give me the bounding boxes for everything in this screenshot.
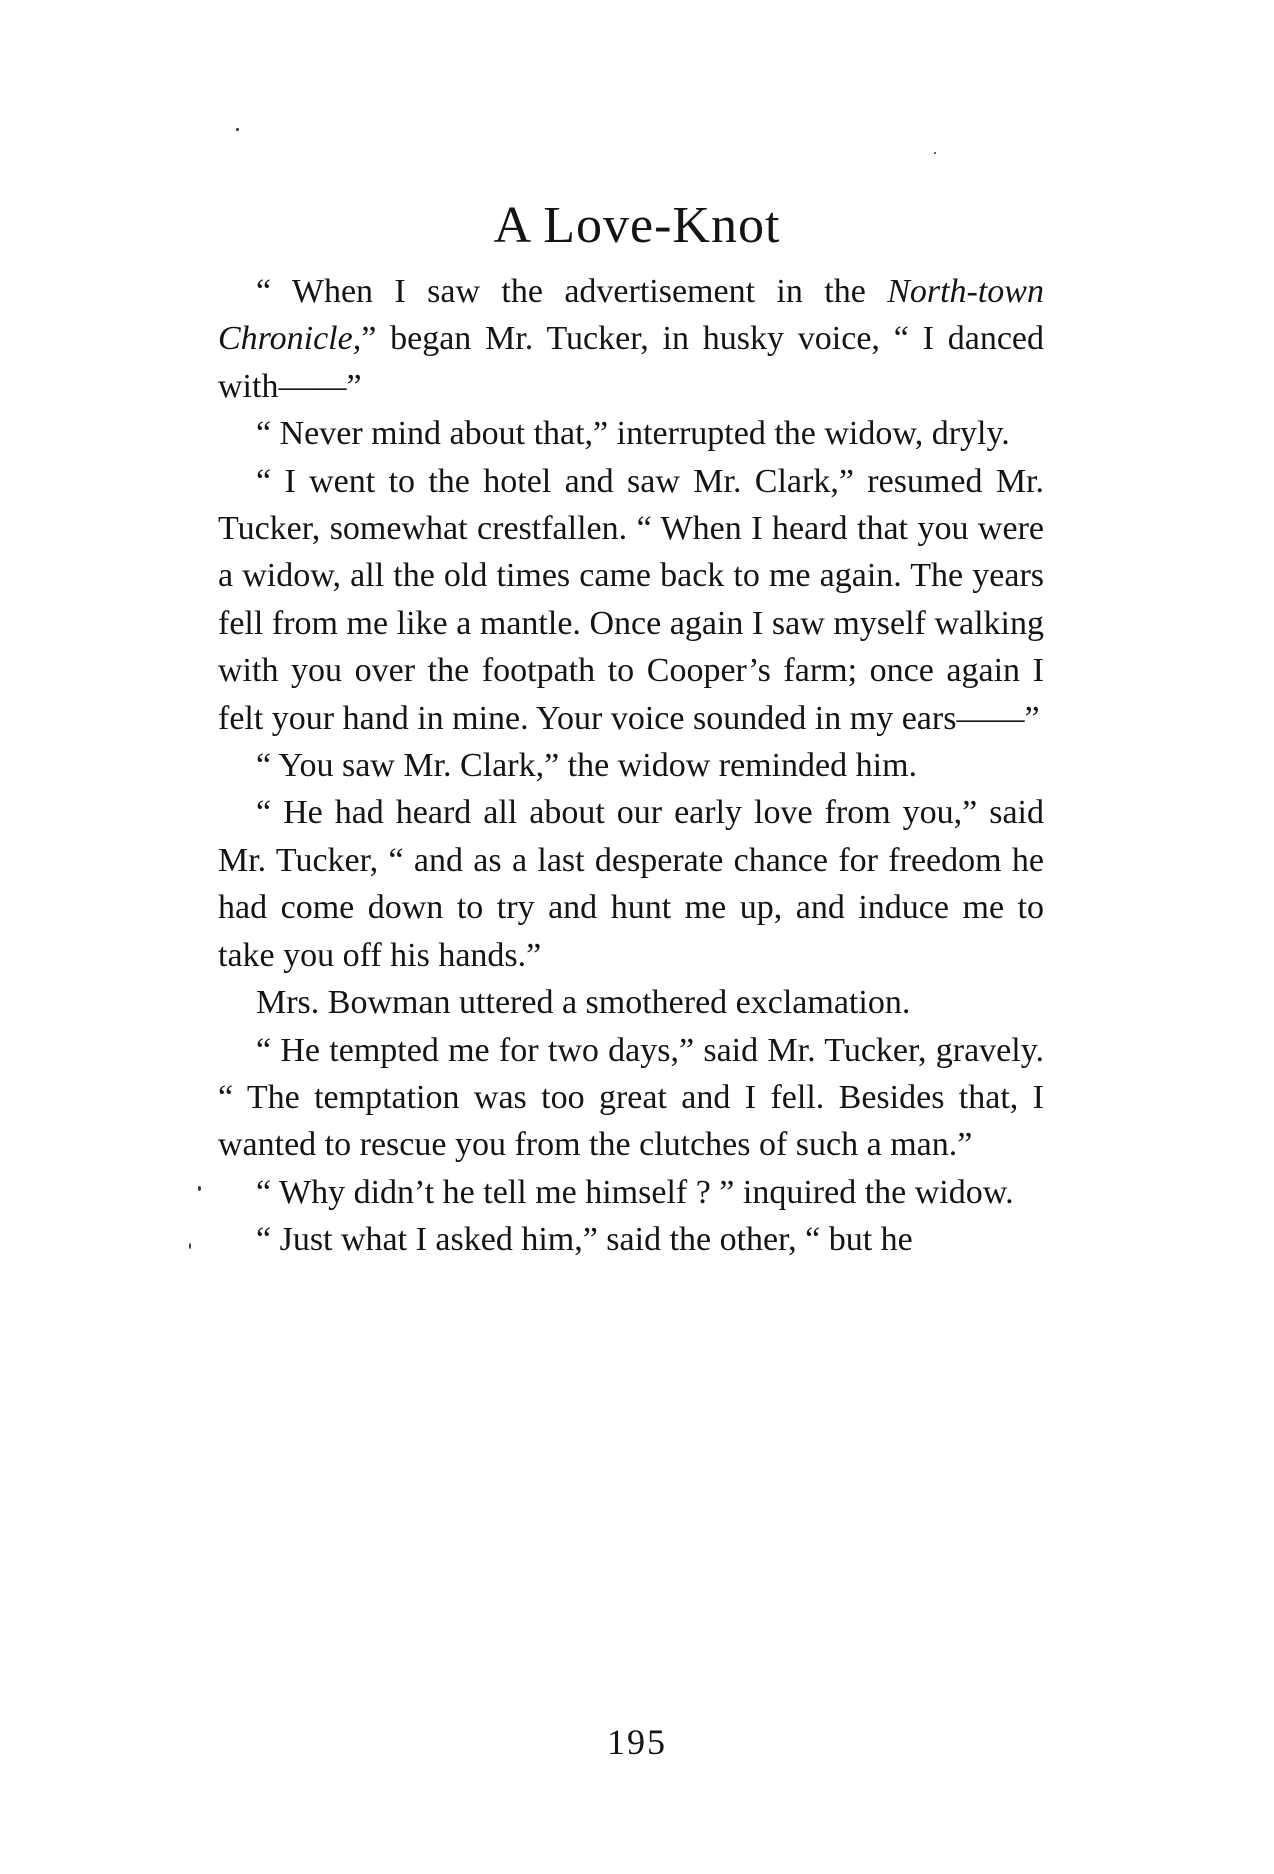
paragraph: Mrs. Bowman uttered a smothered exclamation.	[256, 984, 911, 1022]
page-number: 195	[607, 1722, 667, 1762]
paragraph: “ You saw Mr. Clark,” the widow reminded him.	[256, 747, 918, 785]
print-speck	[934, 152, 936, 154]
print-speck	[236, 128, 239, 131]
paragraph: “ He had heard all about our early love from you,” said Mr. Tucker, “ and as a last desperate chance for freedom he had come down to try and hunt me up, and induce me to take you off his hands.”	[218, 794, 1044, 974]
body-text	[218, 268, 1044, 1264]
paragraph-text: “ When I saw the advertisement in the	[256, 273, 888, 310]
paragraph-text: ” began Mr. Tucker, in husky voice, “ I danced with——”	[218, 320, 1044, 405]
paragraph: “ Never mind about that,” interrupted the widow, dryly.	[256, 415, 1010, 453]
print-speck	[189, 1243, 191, 1249]
paragraph: “ I went to the hotel and saw Mr. Clark,” resumed Mr. Tucker, somewhat crestfallen. “ When I heard that you were a widow, all the old times came back to me again. The years fell from me like a mantle. Once again I saw myself walking with you over the footpath to Cooper’s farm; once again I felt your hand in mine. Your voice sounded in my ears——”	[218, 462, 1044, 737]
chapter-title: A Love-Knot	[493, 197, 781, 254]
paragraph: “ He tempted me for two days,” said Mr. Tucker, gravely. “ The temptation was too great and I fell. Besides that, I wanted to rescue you from the clutches of such a man.”	[218, 1031, 1044, 1164]
paragraph	[218, 268, 1044, 410]
newspaper-title: North-town Chronicle,	[218, 273, 1044, 358]
print-speck	[198, 1186, 201, 1191]
paragraph: “ Just what I asked him,” said the other, “ but he	[256, 1221, 913, 1259]
paragraph: “ Why didn’t he tell me himself ? ” inquired the widow.	[256, 1173, 1014, 1211]
